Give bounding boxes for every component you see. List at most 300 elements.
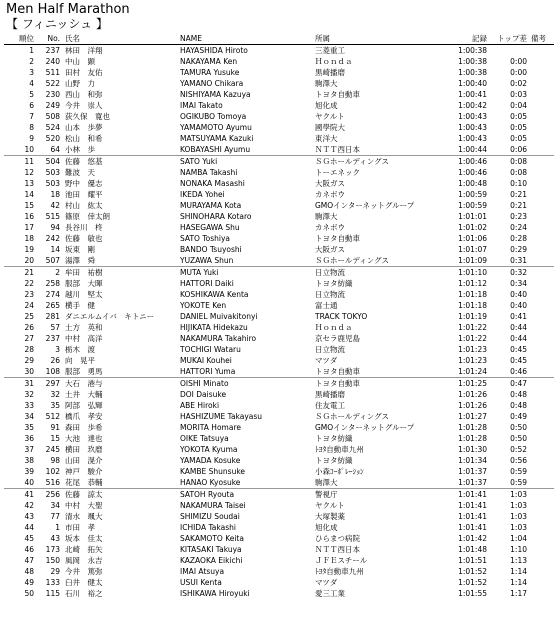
cell-name-jp: 花尾 恭輔 [65, 477, 180, 489]
cell-name-en: IKEDA Yohei [180, 190, 225, 199]
column-header-name-en: NAME [180, 34, 315, 45]
cell-team: ヤクルト [315, 112, 345, 121]
cell-rank: 23 [24, 290, 34, 299]
cell-rank: 27 [24, 334, 34, 343]
cell-note [527, 422, 554, 433]
cell-name-en: IMAI Takato [180, 101, 223, 110]
cell-team: GMOインターネットグループ [315, 201, 415, 210]
table-row [4, 322, 554, 333]
cell-rank: 5 [29, 90, 34, 99]
cell-team: カネボウ [315, 190, 345, 199]
cell-note [527, 311, 554, 322]
cell-name-en: MORITA Homare [180, 423, 241, 432]
table-row [4, 178, 554, 189]
cell-rank: 34 [24, 412, 34, 421]
cell-name-jp: 今井 崇人 [65, 101, 103, 110]
cell-time: 1:01:23 [458, 345, 487, 354]
cell-team: 警視庁 [315, 490, 338, 499]
cell-diff: 0:05 [510, 134, 527, 143]
cell-name-jp: 中山 顕 [65, 57, 95, 66]
cell-team: 三菱重工 [315, 46, 345, 55]
cell-name-jp: 向 晃平 [65, 356, 95, 365]
cell-bib-number: 515 [45, 212, 60, 221]
cell-time: 1:01:34 [458, 456, 487, 465]
cell-name-jp: 石川 裕之 [65, 589, 103, 598]
cell-note [527, 178, 554, 189]
cell-note [527, 378, 554, 390]
cell-name-en: NONAKA Masashi [180, 179, 245, 188]
cell-bib-number: 508 [45, 112, 60, 121]
cell-note [527, 500, 554, 511]
cell-diff: 0:50 [510, 423, 527, 432]
cell-diff: 0:50 [510, 434, 527, 443]
column-header-diff: トップ差 [487, 34, 527, 45]
cell-note [527, 489, 554, 501]
cell-team: トヨタ自動車 [315, 90, 360, 99]
cell-name-jp: 橋爪 孝安 [65, 412, 103, 421]
cell-time: 1:00:43 [458, 112, 487, 121]
cell-time: 1:01:07 [458, 245, 487, 254]
table-row [4, 156, 554, 168]
cell-note [527, 355, 554, 366]
cell-team: 小森ｺｰﾎﾟﾚｰｼｮﾝ [315, 467, 364, 476]
cell-note [527, 222, 554, 233]
table-row [4, 45, 554, 57]
table-row [4, 400, 554, 411]
cell-note [527, 366, 554, 378]
table-row [4, 366, 554, 378]
cell-bib-number: 91 [50, 423, 60, 432]
table-row [4, 133, 554, 144]
page-title: Men Half Marathon [6, 2, 130, 17]
cell-team: 黒崎播磨 [315, 68, 345, 77]
cell-rank: 46 [24, 545, 34, 554]
cell-rank: 29 [24, 356, 34, 365]
cell-name-jp: 今井 篤弥 [65, 567, 103, 576]
cell-team: 駒澤大 [315, 79, 338, 88]
table-header-row [4, 34, 554, 45]
cell-time: 1:01:06 [458, 234, 487, 243]
cell-rank: 6 [29, 101, 34, 110]
cell-name-en: MUTA Yuki [180, 268, 219, 277]
cell-time: 1:00:59 [458, 190, 487, 199]
cell-rank: 12 [24, 168, 34, 177]
cell-name-jp: 佐藤 諒太 [65, 490, 103, 499]
cell-bib-number: 64 [34, 144, 65, 156]
cell-name-en: TOCHIGI Wataru [180, 345, 241, 354]
cell-note [527, 588, 554, 599]
cell-note [527, 289, 554, 300]
results-body [4, 45, 554, 600]
table-row [4, 56, 554, 67]
table-row [4, 211, 554, 222]
cell-name-en: KOBAYASHI Ayumu [180, 144, 315, 156]
cell-team: 京セラ鹿児島 [315, 334, 360, 343]
cell-note [527, 156, 554, 168]
cell-name-jp: 松山 和希 [65, 134, 103, 143]
cell-rank: 39 [24, 467, 34, 476]
cell-note [527, 67, 554, 78]
table-row [4, 67, 554, 78]
cell-note [527, 544, 554, 555]
cell-note [527, 244, 554, 255]
cell-team: マツダ [315, 578, 338, 587]
cell-time: 1:01:10 [458, 268, 487, 277]
cell-team: トヨタ紡織 [315, 456, 353, 465]
table-row [4, 522, 554, 533]
cell-name-en: KAMBE Shunsuke [180, 467, 246, 476]
cell-rank: 9 [29, 134, 34, 143]
cell-note [527, 89, 554, 100]
cell-rank: 2 [29, 57, 34, 66]
cell-rank: 40 [4, 477, 34, 489]
cell-time: 1:01:37 [458, 467, 487, 476]
cell-diff: 0:28 [510, 234, 527, 243]
cell-note [527, 278, 554, 289]
cell-bib-number: 520 [45, 134, 60, 143]
cell-time: 1:01:41 [458, 490, 487, 499]
cell-diff: 1:13 [510, 556, 527, 565]
cell-name-en: MATSUYAMA Kazuki [180, 134, 254, 143]
cell-note [527, 255, 554, 267]
cell-diff: 0:29 [510, 245, 527, 254]
cell-rank: 41 [24, 490, 34, 499]
cell-bib-number: 256 [45, 490, 60, 499]
table-row [4, 78, 554, 89]
cell-bib-number: 173 [45, 545, 60, 554]
cell-bib-number: 43 [50, 534, 60, 543]
cell-bib-number: 503 [45, 168, 60, 177]
table-row [4, 555, 554, 566]
cell-team: 日立物流 [315, 268, 345, 277]
cell-name-en: SATO Toshiya [180, 234, 230, 243]
cell-note [527, 78, 554, 89]
cell-note [527, 100, 554, 111]
cell-team: ﾄﾖﾀ自動車九州 [315, 445, 364, 454]
cell-time: 1:00:40 [458, 79, 487, 88]
cell-name-jp: 臼井 健太 [65, 578, 103, 587]
cell-bib-number: 32 [50, 390, 60, 399]
cell-name-jp: 市田 孝 [65, 523, 95, 532]
cell-rank: 30 [4, 366, 34, 378]
cell-name-jp: 服部 勇馬 [65, 366, 180, 378]
cell-name-en: NAKAMURA Taisei [180, 501, 246, 510]
cell-team: 大阪ガス [315, 179, 345, 188]
table-row [4, 577, 554, 588]
table-row [4, 344, 554, 355]
cell-name-jp: 阿部 弘輝 [65, 401, 103, 410]
cell-diff: 0:23 [510, 212, 527, 221]
table-row [4, 489, 554, 501]
cell-name-jp: 荻久保 寛也 [65, 112, 110, 121]
cell-note [527, 211, 554, 222]
cell-note [527, 322, 554, 333]
cell-time: 1:01:51 [458, 556, 487, 565]
cell-diff: 0:59 [487, 477, 527, 489]
cell-team: Ｈｏｎｄａ [315, 323, 353, 332]
cell-diff: 0:06 [487, 144, 527, 156]
cell-time: 1:01:23 [458, 356, 487, 365]
cell-diff: 0:47 [510, 379, 527, 388]
cell-rank: 16 [24, 212, 34, 221]
cell-time: 1:01:22 [458, 323, 487, 332]
cell-bib-number: 115 [45, 589, 60, 598]
cell-diff: 0:08 [510, 168, 527, 177]
cell-name-jp: 神戸 駿介 [65, 467, 103, 476]
cell-rank: 21 [24, 268, 34, 277]
cell-team: ＳＧホールディングス [315, 255, 435, 267]
cell-note [527, 267, 554, 279]
cell-time: 1:01:41 [458, 501, 487, 510]
cell-bib-number: 274 [45, 290, 60, 299]
cell-team: ＪＦＥスチール [315, 556, 368, 565]
cell-time: 1:01:52 [458, 578, 487, 587]
cell-team: 旭化成 [315, 101, 338, 110]
cell-bib-number: 42 [50, 201, 60, 210]
cell-diff: 0:45 [510, 356, 527, 365]
cell-diff: 0:02 [510, 79, 527, 88]
cell-name-en: HASEGAWA Shu [180, 223, 240, 232]
cell-rank: 36 [24, 434, 34, 443]
cell-diff: 1:03 [510, 501, 527, 510]
cell-rank: 28 [24, 345, 34, 354]
cell-rank: 42 [24, 501, 34, 510]
cell-diff: 0:00 [510, 57, 527, 66]
cell-name-jp: 北崎 拓矢 [65, 545, 103, 554]
cell-bib-number: 281 [45, 312, 60, 321]
cell-note [527, 300, 554, 311]
cell-team: 富士通 [315, 301, 338, 310]
cell-time: 1:00:43 [458, 134, 487, 143]
cell-bib-number: 15 [50, 434, 60, 443]
cell-rank: 17 [24, 223, 34, 232]
column-header-time: 記録 [435, 34, 487, 45]
table-row [4, 411, 554, 422]
cell-diff: 1:14 [510, 567, 527, 576]
cell-name-en: BANDO Tsuyoshi [180, 245, 242, 254]
cell-bib-number: 297 [45, 379, 60, 388]
table-row [4, 244, 554, 255]
cell-note [527, 533, 554, 544]
cell-team: ＮＴＴ西日本 [315, 144, 435, 156]
cell-name-jp: 大池 達也 [65, 434, 103, 443]
cell-time: 1:01:26 [458, 390, 487, 399]
cell-name-en: HATTORI Daiki [180, 279, 234, 288]
cell-diff: 0:05 [510, 112, 527, 121]
cell-note [527, 200, 554, 211]
cell-name-jp: 小林 歩 [65, 144, 180, 156]
cell-name-jp: 坂東 剛 [65, 245, 95, 254]
cell-name-en: YAMAMOTO Ayumu [180, 123, 252, 132]
cell-name-jp: 難波 天 [65, 168, 95, 177]
cell-diff: 1:03 [510, 523, 527, 532]
table-row [4, 466, 554, 477]
table-row [4, 378, 554, 390]
cell-name-en: SATOH Ryouta [180, 490, 235, 499]
cell-name-jp: 村山 紘太 [65, 201, 103, 210]
cell-time: 1:01:22 [458, 334, 487, 343]
table-row [4, 189, 554, 200]
cell-name-jp: 篠原 倖太朗 [65, 212, 110, 221]
column-header-rank: 順位 [4, 34, 34, 45]
cell-name-en: OGIKUBO Tomoya [180, 112, 247, 121]
cell-team: 黒崎播磨 [315, 390, 345, 399]
cell-name-jp: 野中 優志 [65, 179, 103, 188]
cell-time: 1:00:38 [458, 68, 487, 77]
cell-name-en: TAMURA Yusuke [180, 68, 240, 77]
cell-diff: 0:04 [510, 101, 527, 110]
cell-team: GMOインターネットグループ [315, 423, 415, 432]
cell-diff: 0:48 [510, 401, 527, 410]
cell-rank: 1 [29, 46, 34, 55]
table-row [4, 500, 554, 511]
cell-bib-number: 14 [50, 245, 60, 254]
cell-rank: 33 [24, 401, 34, 410]
table-row [4, 566, 554, 577]
cell-team: 大塚製薬 [315, 512, 345, 521]
cell-rank: 20 [4, 255, 34, 267]
cell-name-en: ABE Hiroki [180, 401, 220, 410]
cell-time: 1:01:26 [458, 401, 487, 410]
cell-name-jp: 山田 滉介 [65, 456, 103, 465]
cell-name-en: NAMBA Takashi [180, 168, 238, 177]
cell-team: 愛三工業 [315, 589, 345, 598]
cell-rank: 25 [24, 312, 34, 321]
table-row [4, 477, 554, 489]
cell-name-en: HATTORI Yuma [180, 366, 315, 378]
cell-time: 1:00:38 [458, 46, 487, 55]
cell-note [527, 56, 554, 67]
cell-rank: 13 [24, 179, 34, 188]
cell-time: 1:00:59 [458, 201, 487, 210]
cell-name-jp: 田村 友佑 [65, 68, 103, 77]
table-row [4, 544, 554, 555]
cell-note [527, 122, 554, 133]
table-row [4, 333, 554, 344]
cell-diff [487, 45, 527, 57]
cell-name-en: OIKE Tatsuya [180, 434, 229, 443]
cell-time: 1:01:18 [458, 301, 487, 310]
cell-time: 1:01:28 [458, 434, 487, 443]
cell-team: 日立物流 [315, 290, 345, 299]
table-row [4, 588, 554, 599]
cell-bib-number: 507 [34, 255, 65, 267]
cell-time: 1:01:28 [458, 423, 487, 432]
cell-name-en: KOSHIKAWA Kenta [180, 290, 249, 299]
cell-name-en: ICHIDA Takashi [180, 523, 236, 532]
cell-bib-number: 29 [50, 567, 60, 576]
cell-diff: 1:10 [510, 545, 527, 554]
cell-name-en: HIJIKATA Hidekazu [180, 323, 248, 332]
cell-team: 國學院大 [315, 123, 345, 132]
cell-rank: 49 [24, 578, 34, 587]
cell-rank: 26 [24, 323, 34, 332]
cell-bib-number: 230 [45, 90, 60, 99]
cell-name-en: NISHIYAMA Kazuya [180, 90, 251, 99]
table-row [4, 222, 554, 233]
cell-bib-number: 98 [50, 456, 60, 465]
cell-diff: 0:21 [510, 201, 527, 210]
cell-team: 旭化成 [315, 523, 338, 532]
cell-diff: 0:32 [510, 268, 527, 277]
cell-diff: 0:34 [510, 279, 527, 288]
cell-time: 1:01:09 [435, 255, 487, 267]
cell-bib-number: 102 [45, 467, 60, 476]
cell-rank: 35 [24, 423, 34, 432]
cell-note [527, 511, 554, 522]
cell-name-jp: 森田 歩希 [65, 423, 103, 432]
cell-time: 1:01:41 [458, 523, 487, 532]
cell-diff: 0:21 [510, 190, 527, 199]
cell-team: カネボウ [315, 223, 345, 232]
cell-bib-number: 265 [45, 301, 60, 310]
cell-diff: 1:14 [510, 578, 527, 587]
cell-team: Ｈｏｎｄａ [315, 57, 353, 66]
table-row [4, 233, 554, 244]
cell-name-jp: 坂本 佳太 [65, 534, 103, 543]
cell-name-jp: 服部 大暉 [65, 279, 103, 288]
cell-team: トーエネック [315, 168, 360, 177]
cell-name-en: HASHIZUME Takayasu [180, 412, 263, 421]
cell-diff: 0:31 [487, 255, 527, 267]
cell-time: 1:00:38 [458, 57, 487, 66]
cell-team: 東洋大 [315, 134, 338, 143]
cell-bib-number: 57 [50, 323, 60, 332]
table-row [4, 433, 554, 444]
cell-bib-number: 258 [45, 279, 60, 288]
cell-name-jp: 横手 健 [65, 301, 95, 310]
cell-diff: 0:10 [510, 179, 527, 188]
cell-team: 駒澤大 [315, 212, 338, 221]
cell-name-en: SATO Yuki [180, 157, 218, 166]
cell-rank: 22 [24, 279, 34, 288]
cell-time: 1:01:30 [458, 445, 487, 454]
cell-team: マツダ [315, 356, 338, 365]
column-header-name-jp: 氏名 [65, 34, 180, 45]
cell-note [527, 111, 554, 122]
cell-rank: 48 [24, 567, 34, 576]
table-row [4, 300, 554, 311]
cell-note [527, 167, 554, 178]
cell-team: トヨタ紡織 [315, 279, 353, 288]
cell-name-jp: 池田 耀平 [65, 190, 103, 199]
table-row [4, 167, 554, 178]
cell-diff: 0:40 [510, 301, 527, 310]
cell-bib-number: 504 [45, 157, 60, 166]
cell-time: 1:01:41 [458, 512, 487, 521]
cell-name-jp: 土井 大輔 [65, 390, 103, 399]
cell-rank: 3 [29, 68, 34, 77]
cell-rank: 14 [24, 190, 34, 199]
cell-rank: 37 [24, 445, 34, 454]
cell-diff: 0:24 [510, 223, 527, 232]
table-row [4, 144, 554, 156]
cell-rank: 8 [29, 123, 34, 132]
cell-diff: 0:44 [510, 323, 527, 332]
cell-diff: 0:45 [510, 345, 527, 354]
table-row [4, 278, 554, 289]
cell-name-en: YOKOTE Ken [180, 301, 227, 310]
cell-bib-number: 26 [50, 356, 60, 365]
cell-note [527, 433, 554, 444]
column-header-team: 所属 [315, 34, 435, 45]
table-row [4, 89, 554, 100]
table-row [4, 255, 554, 267]
cell-diff: 0:52 [510, 445, 527, 454]
cell-bib-number: 133 [45, 578, 60, 587]
table-row [4, 533, 554, 544]
cell-time: 1:00:48 [458, 179, 487, 188]
